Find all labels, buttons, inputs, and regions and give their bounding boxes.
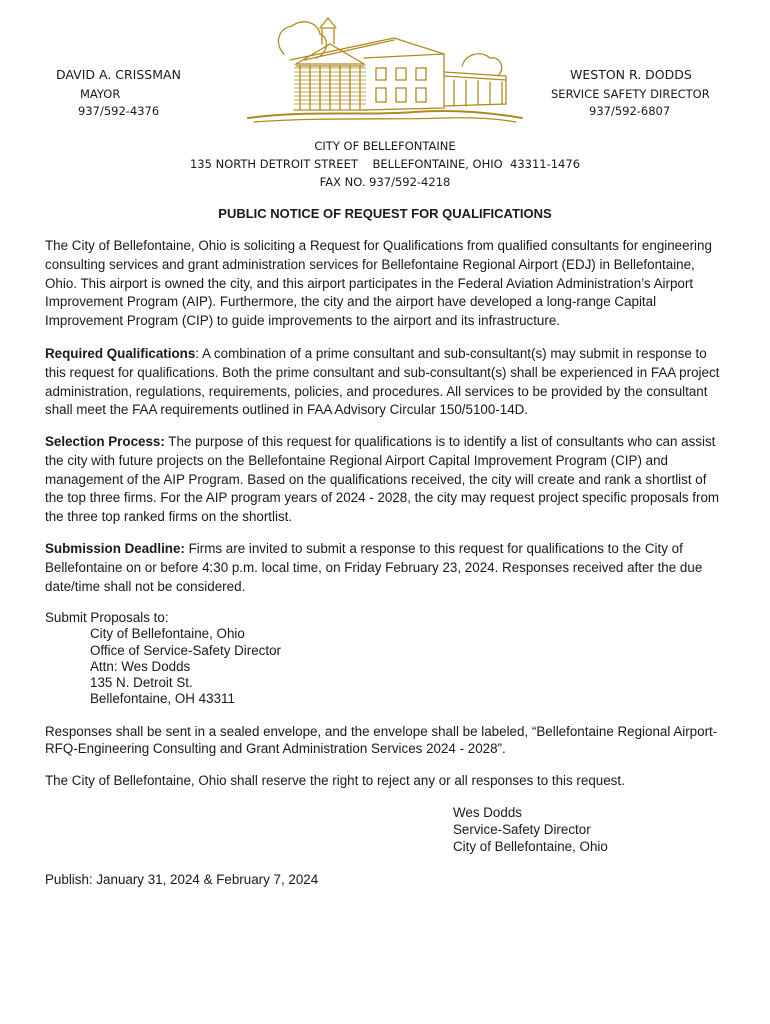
submit-address-line: Bellefontaine, OH 43311 xyxy=(90,691,235,707)
signature-org: City of Bellefontaine, Ohio xyxy=(453,838,608,854)
reserve-right-paragraph: The City of Bellefontaine, Ohio shall reserve the right to reject any or all responses to this request. xyxy=(45,773,625,788)
sealed-envelope-paragraph: Responses shall be sent in a sealed envelope, and the envelope shall be labeled, “Bellefontaine Regional Airport-RFQ-Engineering Consulting and Grant Administration Services 2024 - 2028”. xyxy=(45,724,718,756)
mayor-name: DAVID A. CRISSMAN xyxy=(56,67,181,82)
city-address: 135 NORTH DETROIT STREET BELLEFONTAINE, OHIO 43311-1476 xyxy=(189,157,581,171)
mayor-title: MAYOR xyxy=(80,87,121,101)
director-title: SERVICE SAFETY DIRECTOR xyxy=(551,87,710,101)
submission-deadline-text: Firms are invited to submit a response to this request for qualifications to the City of Bellefontaine on or before 4:30 p.m. local time, on Friday February 23, 2024. Responses received after the due date/time shall not be considered. xyxy=(45,541,703,594)
selection-process-paragraph xyxy=(45,433,725,527)
required-qualifications-label: Required Qualifications xyxy=(45,346,196,361)
director-name: WESTON R. DODDS xyxy=(570,67,692,82)
notice-title: PUBLIC NOTICE OF REQUEST FOR QUALIFICATIONS xyxy=(218,206,552,221)
selection-process-text: The purpose of this request for qualifications is to identify a list of consultants who can assist the city with future projects on the Bellefontaine Regional Airport Capital Improvement Program (CIP) and management of the AIP Program. Based on the qualifications received, the city will create and rank a shortlist of the top three firms. For the AIP program years of 2024 - 2028, the city may request project specific proposals from the three top ranked firms on the shortlist. xyxy=(45,434,720,525)
fax-number: FAX NO. 937/592-4218 xyxy=(319,175,451,189)
submission-deadline-label: Submission Deadline: xyxy=(45,541,185,556)
submit-address-line: Attn: Wes Dodds xyxy=(90,658,191,674)
signature-block xyxy=(453,805,608,855)
mayor-phone: 937/592-4376 xyxy=(78,104,160,118)
submit-proposals-block xyxy=(45,610,725,708)
submit-address-line: Office of Service-Safety Director xyxy=(90,642,282,658)
publish-dates: Publish: January 31, 2024 & February 7, 2024 xyxy=(45,872,319,887)
director-phone: 937/592-6807 xyxy=(589,104,671,118)
required-qualifications-paragraph xyxy=(45,345,725,420)
submission-deadline-paragraph xyxy=(45,540,725,596)
city-hall-building-icon xyxy=(244,14,526,128)
signature-name: Wes Dodds xyxy=(453,805,522,820)
submit-proposals-label: Submit Proposals to: xyxy=(45,610,169,625)
intro-paragraph: The City of Bellefontaine, Ohio is soliciting a Request for Qualifications from qualified consultants for engineering consulting services and grant administration services for Bellefontaine Regional Airport (EDJ) in Bellefontaine, Ohio. This airport is owned the city, and this airport participates in the Federal Aviation Administration’s Airport Improvement Program (AIP). Furthermore, the city and the airport have developed a long-range Capital Improvement Program (CIP) to guide improvements to the airport and its infrastructure. xyxy=(45,238,712,329)
submit-address-line: 135 N. Detroit St. xyxy=(90,675,193,691)
signature-title: Service-Safety Director xyxy=(453,821,591,837)
submit-address-line: City of Bellefontaine, Ohio xyxy=(90,626,245,642)
selection-process-label: Selection Process: xyxy=(45,434,165,449)
required-qualifications-text: : A combination of a prime consultant and sub-consultant(s) may submit in response to this request for qualifications. Both the prime consultant and sub-consultant(s) shall be experienced in FAA project administration, regulations, requirements, policies, and procedures. All services to be provided by the consultant shall meet the FAA requirements outlined in FAA Advisory Circular 150/5100-14D. xyxy=(45,346,720,418)
city-name: CITY OF BELLEFONTAINE xyxy=(314,139,456,153)
